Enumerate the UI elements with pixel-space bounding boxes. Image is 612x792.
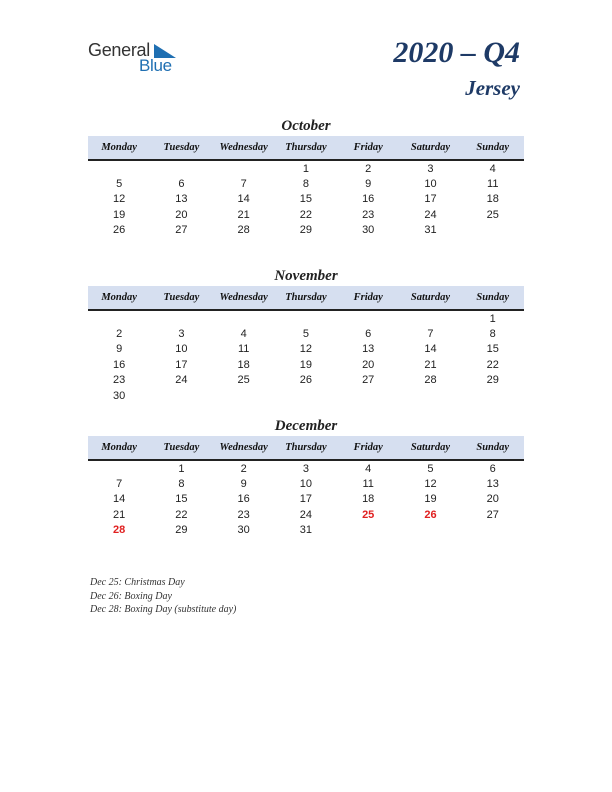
weekday-header-row: [88, 436, 524, 461]
day-cell: 21: [237, 208, 250, 221]
day-cell: 3: [302, 462, 309, 475]
day-cell: 18: [237, 358, 250, 371]
day-cell: 13: [175, 193, 188, 206]
day-cell: 4: [489, 162, 496, 175]
week-row: [88, 461, 524, 476]
weekday-label: Sunday: [476, 142, 510, 153]
day-cell: 25: [362, 508, 375, 521]
day-cell: 14: [237, 193, 250, 206]
day-cell: 24: [299, 508, 313, 521]
logo-general-text: General: [88, 40, 150, 60]
week-row: [88, 492, 524, 507]
day-cell: 30: [362, 224, 375, 237]
day-cell: 20: [175, 208, 188, 221]
week-row: [88, 223, 524, 238]
weekday-label: Saturday: [410, 442, 450, 453]
day-cell: 7: [240, 178, 247, 191]
weekday-label: Monday: [101, 442, 137, 453]
day-cell: 21: [424, 358, 437, 371]
weekday-label: Saturday: [410, 292, 450, 303]
day-cell: 3: [178, 328, 185, 341]
day-cell: 28: [424, 374, 437, 387]
day-cell: 16: [362, 193, 375, 206]
day-cell: 10: [175, 343, 188, 356]
day-cell: 17: [299, 493, 313, 506]
week-row: [88, 507, 524, 522]
weekday-label: Sunday: [476, 292, 510, 303]
holiday-note: Dec 28: Boxing Day (substitute day): [90, 604, 237, 615]
weekday-label: Sunday: [476, 442, 510, 453]
day-cell: 5: [302, 328, 309, 341]
weekday-label: Friday: [353, 292, 383, 303]
day-cell: 14: [424, 343, 437, 356]
day-cell: 21: [113, 508, 126, 521]
month-name: December: [274, 418, 338, 434]
day-cell: 17: [175, 358, 188, 371]
day-cell: 4: [365, 462, 372, 475]
week-row: [88, 342, 524, 357]
holiday-note: Dec 25: Christmas Day: [90, 577, 185, 588]
day-cell: 16: [113, 358, 126, 371]
week-row: [88, 161, 524, 176]
day-cell: 24: [175, 374, 188, 387]
day-cell: 7: [116, 478, 123, 491]
day-cell: 8: [489, 328, 496, 341]
day-cell: 19: [424, 493, 437, 506]
day-cell: 24: [424, 208, 437, 221]
week-row: [88, 326, 524, 341]
week-row: [88, 388, 524, 403]
day-cell: 30: [237, 524, 250, 537]
day-cell: 5: [427, 462, 434, 475]
day-cell: 9: [240, 478, 247, 491]
weekday-label: Monday: [101, 142, 137, 153]
weekday-label: Thursday: [285, 442, 327, 453]
day-cell: 25: [486, 208, 499, 221]
day-cell: 22: [486, 358, 499, 371]
day-cell: 1: [302, 162, 309, 175]
page-title: 2020 – Q4: [393, 36, 520, 69]
weekday-label: Wednesday: [219, 292, 268, 303]
day-cell: 3: [427, 162, 434, 175]
day-cell: 18: [362, 493, 375, 506]
day-cell: 28: [113, 524, 126, 537]
day-cell: 15: [486, 343, 499, 356]
day-cell: 28: [237, 224, 250, 237]
day-cell: 11: [362, 478, 374, 491]
week-row: [88, 192, 524, 207]
week-row: [88, 176, 524, 191]
day-cell: 31: [424, 224, 437, 237]
day-cell: 18: [486, 193, 499, 206]
day-cell: 5: [116, 178, 123, 191]
day-cell: 8: [302, 178, 309, 191]
day-cell: 17: [424, 193, 437, 206]
day-cell: 31: [299, 524, 313, 537]
day-cell: 29: [299, 224, 313, 237]
weekday-header-row: [88, 136, 524, 161]
week-row: [88, 311, 524, 326]
day-cell: 11: [237, 343, 250, 356]
day-cell: 9: [365, 178, 372, 191]
week-row: [88, 357, 524, 372]
day-cell: 19: [299, 358, 313, 371]
day-cell: 15: [299, 193, 313, 206]
month-october: [88, 116, 524, 238]
weekday-label: Friday: [353, 142, 383, 153]
day-cell: 13: [486, 478, 499, 491]
weekday-label: Friday: [353, 442, 383, 453]
day-cell: 12: [299, 343, 313, 356]
day-cell: 19: [113, 208, 126, 221]
logo: [88, 40, 188, 80]
day-cell: 16: [237, 493, 250, 506]
weekday-label: Tuesday: [163, 442, 200, 453]
day-cell: 23: [237, 508, 250, 521]
day-cell: 29: [175, 524, 188, 537]
page-subtitle: Jersey: [465, 76, 520, 100]
weekday-label: Wednesday: [219, 442, 268, 453]
day-cell: 26: [113, 224, 126, 237]
day-cell: 14: [113, 493, 126, 506]
day-cell: 7: [427, 328, 434, 341]
day-cell: 6: [489, 462, 496, 475]
holiday-note: Dec 26: Boxing Day: [90, 590, 172, 602]
day-cell: 12: [424, 478, 437, 491]
day-cell: 26: [299, 374, 313, 387]
day-cell: 30: [113, 389, 126, 402]
day-cell: 12: [113, 193, 126, 206]
day-cell: 10: [299, 478, 313, 491]
weekday-label: Tuesday: [163, 292, 200, 303]
day-cell: 9: [116, 343, 123, 356]
day-cell: 27: [362, 374, 375, 387]
day-cell: 23: [362, 208, 375, 221]
day-cell: 13: [362, 343, 375, 356]
day-cell: 20: [362, 358, 375, 371]
week-row: [88, 373, 524, 388]
month-december: [88, 416, 524, 538]
day-cell: 26: [424, 508, 437, 521]
month-november: [88, 266, 524, 403]
weekday-header-row: [88, 286, 524, 311]
day-cell: 22: [175, 508, 188, 521]
day-cell: 23: [113, 374, 126, 387]
weekday-label: Monday: [101, 292, 137, 303]
day-cell: 6: [365, 328, 372, 341]
week-row: [88, 523, 524, 538]
day-cell: 15: [175, 493, 188, 506]
day-cell: 11: [487, 178, 499, 191]
day-cell: 6: [178, 178, 185, 191]
weekday-label: Thursday: [285, 292, 327, 303]
logo-blue-text: Blue: [139, 56, 172, 75]
day-cell: 8: [178, 478, 185, 491]
week-row: [88, 476, 524, 491]
day-cell: 4: [240, 328, 247, 341]
day-cell: 2: [240, 462, 247, 475]
day-cell: 27: [486, 508, 499, 521]
day-cell: 10: [424, 178, 437, 191]
month-name: November: [274, 268, 338, 284]
day-cell: 2: [116, 328, 123, 341]
day-cell: 25: [237, 374, 250, 387]
day-cell: 2: [365, 162, 372, 175]
weekday-label: Thursday: [285, 142, 327, 153]
day-cell: 20: [486, 493, 499, 506]
weekday-label: Saturday: [410, 142, 450, 153]
day-cell: 22: [299, 208, 313, 221]
week-row: [88, 207, 524, 222]
day-cell: 1: [489, 312, 496, 325]
weekday-label: Wednesday: [219, 142, 268, 153]
day-cell: 29: [486, 374, 499, 387]
holiday-notes: [90, 576, 236, 617]
day-cell: 27: [175, 224, 188, 237]
month-name: October: [281, 118, 331, 134]
day-cell: 1: [178, 462, 185, 475]
weekday-label: Tuesday: [163, 142, 200, 153]
